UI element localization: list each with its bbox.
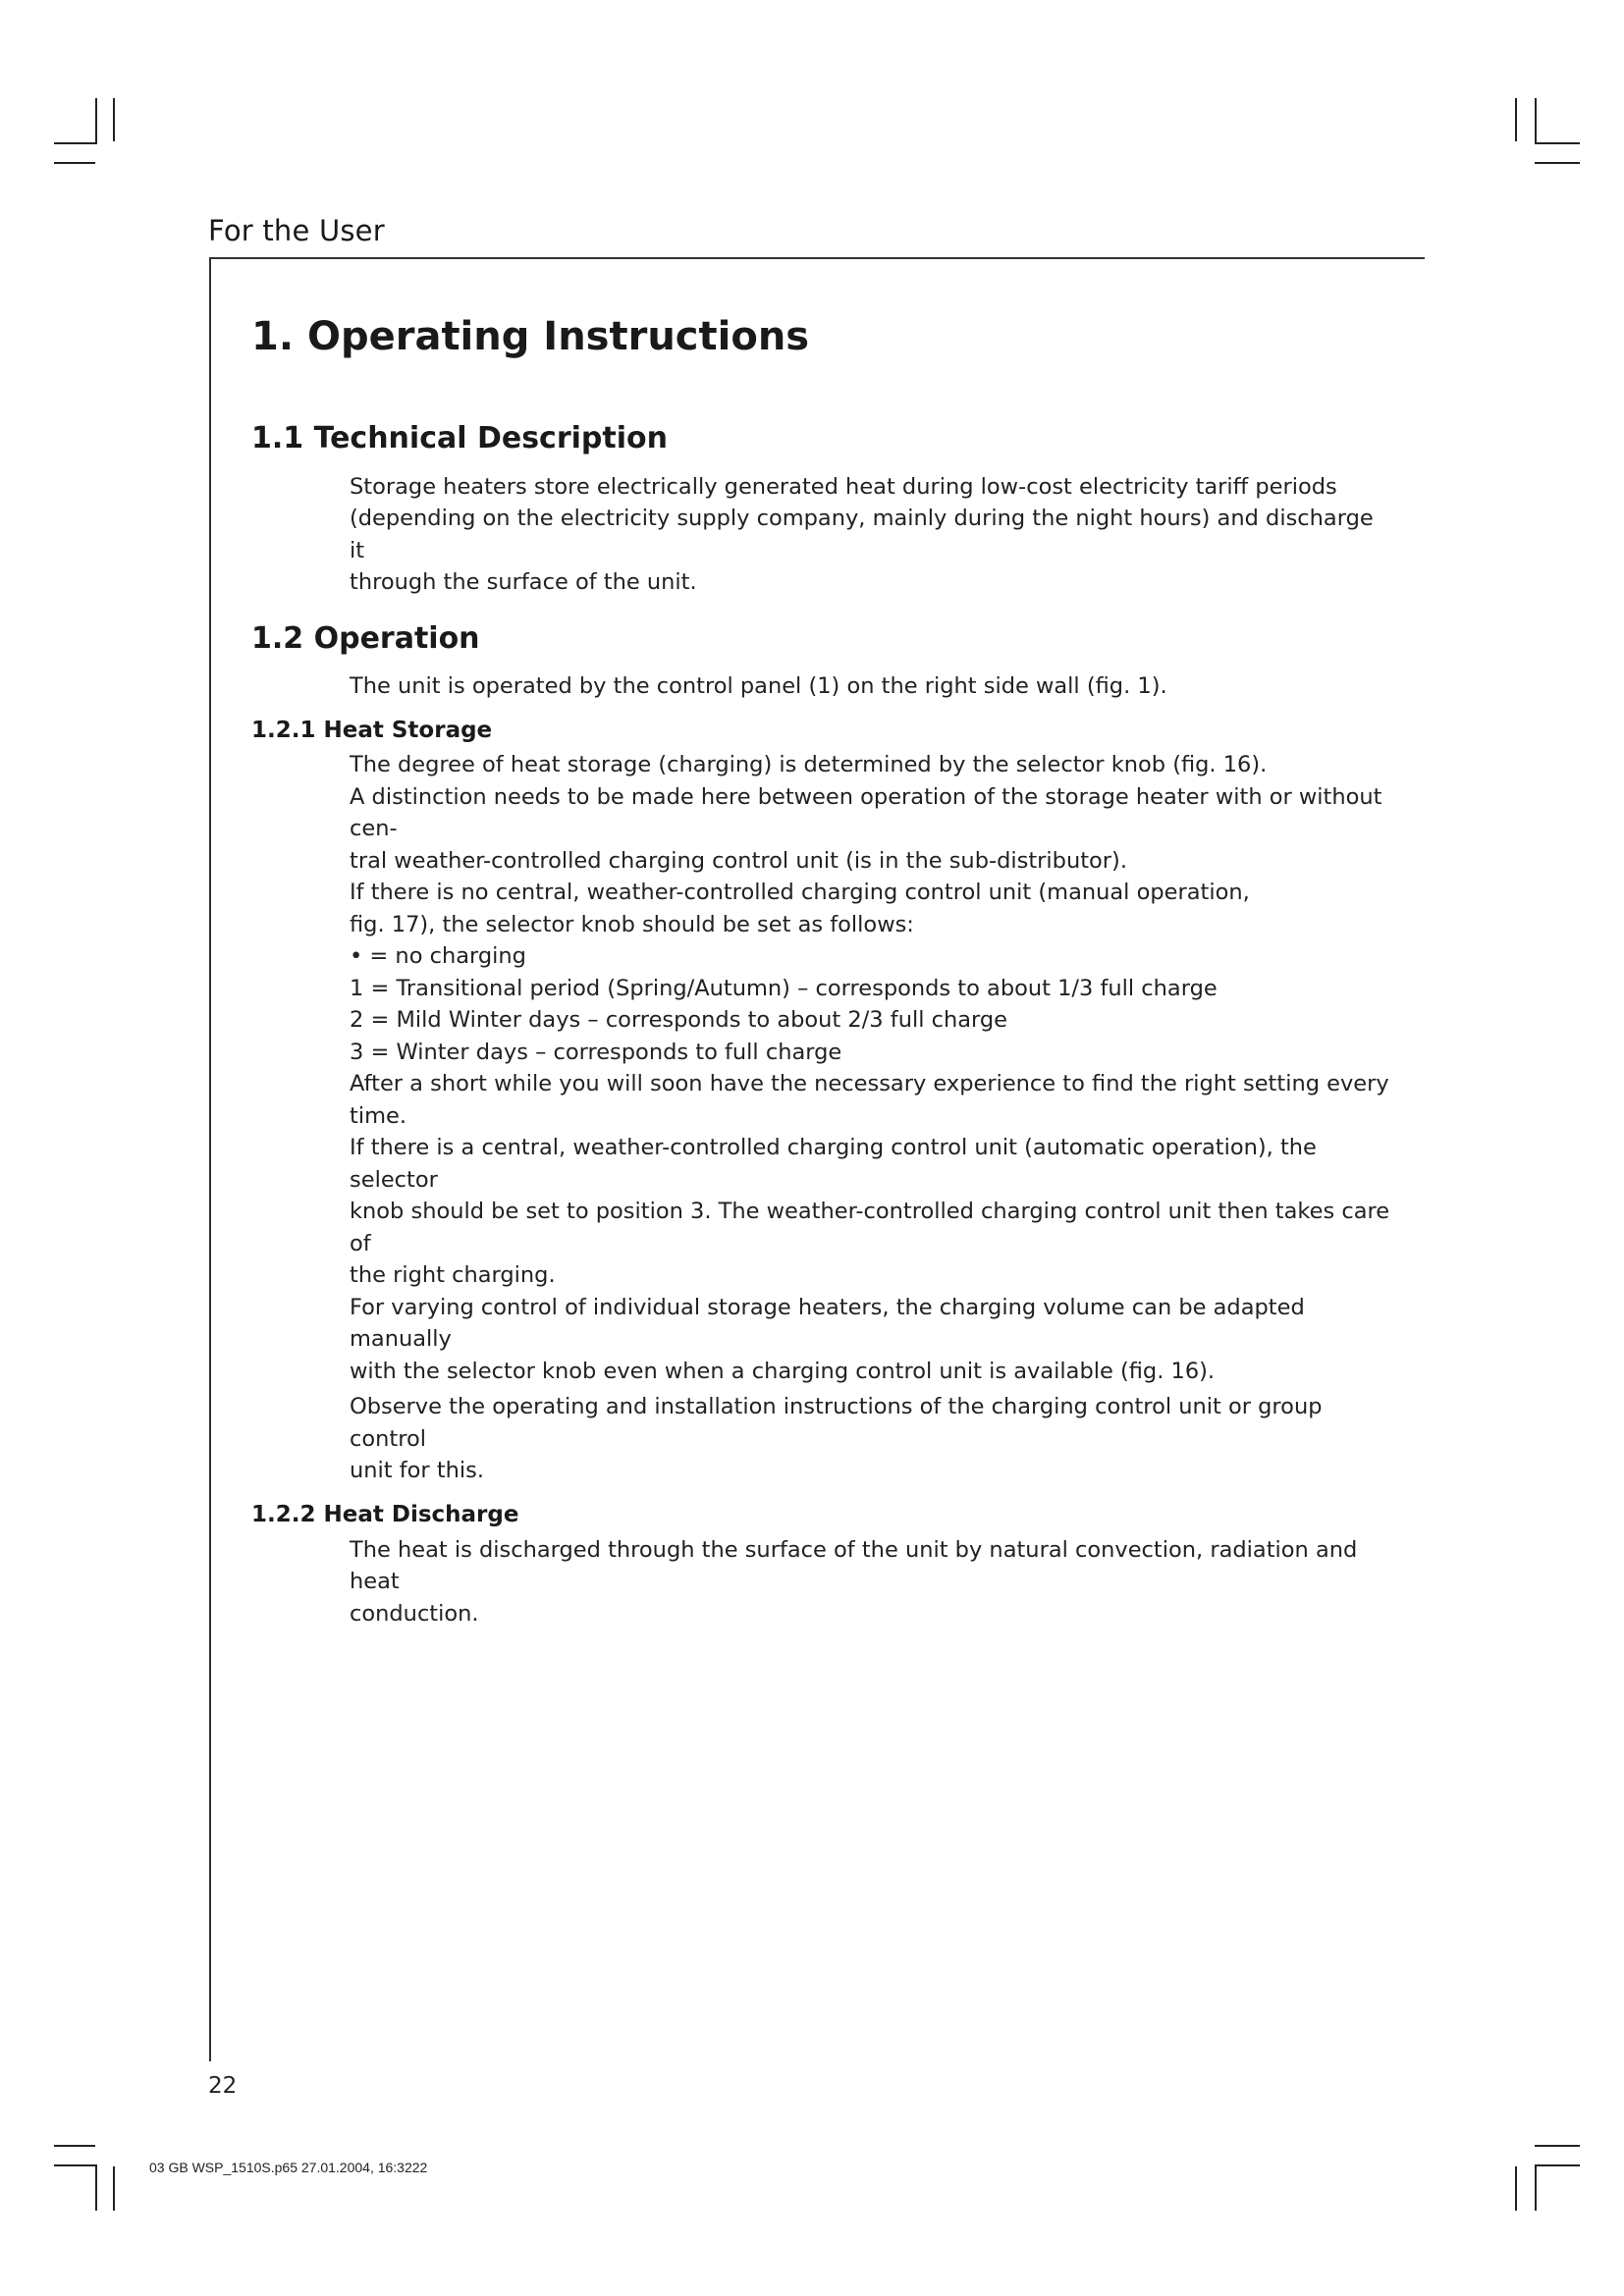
- section-heading: 1.2 Operation: [251, 620, 480, 656]
- text-line: The unit is operated by the control panel (1) on the right side wall (fig. 1).: [350, 673, 1167, 699]
- text-line: fig. 17), the selector knob should be set as follows:: [350, 911, 914, 937]
- text-line: the right charging.: [350, 1262, 556, 1289]
- crop-mark: [54, 142, 95, 144]
- subsection-heading: 1.2.2 Heat Discharge: [251, 1501, 519, 1527]
- text-line: time.: [350, 1102, 406, 1129]
- text-line: The heat is discharged through the surface of the unit by natural convection, radiation and heat: [350, 1536, 1358, 1595]
- crop-mark: [54, 2164, 95, 2166]
- section-heading: 1.1 Technical Description: [251, 421, 668, 455]
- section-body: [350, 1534, 1390, 1630]
- crop-mark: [113, 98, 115, 141]
- crop-mark: [1515, 98, 1517, 141]
- crop-mark: [1515, 2166, 1517, 2211]
- text-line: tral weather-controlled charging control unit (is in the sub-distributor).: [350, 847, 1127, 874]
- text-line: For varying control of individual storage heaters, the charging volume can be adapted manually: [350, 1294, 1305, 1353]
- main-content: [251, 312, 1390, 1629]
- crop-mark: [54, 2145, 95, 2147]
- text-line: with the selector knob even when a charging control unit is available (fig. 16).: [350, 1358, 1216, 1384]
- crop-mark: [54, 162, 95, 164]
- crop-mark: [95, 2164, 97, 2211]
- text-line: If there is a central, weather-controlled charging control unit (automatic operation), the selector: [350, 1135, 1317, 1193]
- page-title: 1. Operating Instructions: [251, 314, 810, 359]
- crop-mark: [1535, 98, 1537, 144]
- section-body: [350, 670, 1390, 703]
- section-technical-description: [251, 420, 1390, 599]
- section-operation: [251, 620, 1390, 703]
- setting-item: 3 = Winter days – corresponds to full charge: [350, 1039, 842, 1065]
- crop-mark: [1535, 142, 1580, 144]
- crop-mark: [95, 98, 97, 144]
- crop-mark: [1535, 162, 1580, 164]
- section-body: [350, 471, 1390, 599]
- page-number: 22: [208, 2073, 238, 2099]
- crop-mark: [113, 2166, 115, 2211]
- margin-rule: [209, 257, 211, 2061]
- setting-item: 2 = Mild Winter days – corresponds to about 2/3 full charge: [350, 1007, 1008, 1034]
- section-body: [350, 749, 1390, 1487]
- crop-mark: [1535, 2164, 1580, 2166]
- text-line: (depending on the electricity supply company, mainly during the night hours) and discharge it: [350, 506, 1374, 563]
- crop-mark: [1535, 2145, 1580, 2147]
- section-heat-storage: [251, 717, 1390, 1487]
- text-line: If there is no central, weather-controlled charging control unit (manual operation,: [350, 880, 1250, 906]
- text-line: conduction.: [350, 1600, 479, 1627]
- text-line: The degree of heat storage (charging) is determined by the selector knob (fig. 16).: [350, 752, 1268, 778]
- crop-mark: [1535, 2164, 1537, 2211]
- section-label: For the User: [208, 214, 385, 247]
- text-line: A distinction needs to be made here between operation of the storage heater with or without cen-: [350, 783, 1382, 842]
- note-line: unit for this.: [350, 1458, 485, 1484]
- text-line: Storage heaters store electrically generated heat during low-cost electricity tariff periods: [350, 473, 1337, 500]
- file-info: 03 GB WSP_1510S.p65 27.01.2004, 16:3222: [149, 2160, 428, 2175]
- subsection-heading: 1.2.1 Heat Storage: [251, 717, 493, 743]
- header-rule: [209, 257, 1425, 259]
- section-heat-discharge: [251, 1501, 1390, 1629]
- setting-item: 1 = Transitional period (Spring/Autumn) – corresponds to about 1/3 full charge: [350, 975, 1218, 1001]
- note-line: Observe the operating and installation instructions of the charging control unit or group control: [350, 1394, 1323, 1452]
- text-line: After a short while you will soon have the necessary experience to find the right setting every: [350, 1071, 1389, 1097]
- text-line: knob should be set to position 3. The weather-controlled charging control unit then takes care of: [350, 1199, 1390, 1256]
- setting-item: • = no charging: [350, 943, 526, 970]
- text-line: through the surface of the unit.: [350, 569, 697, 595]
